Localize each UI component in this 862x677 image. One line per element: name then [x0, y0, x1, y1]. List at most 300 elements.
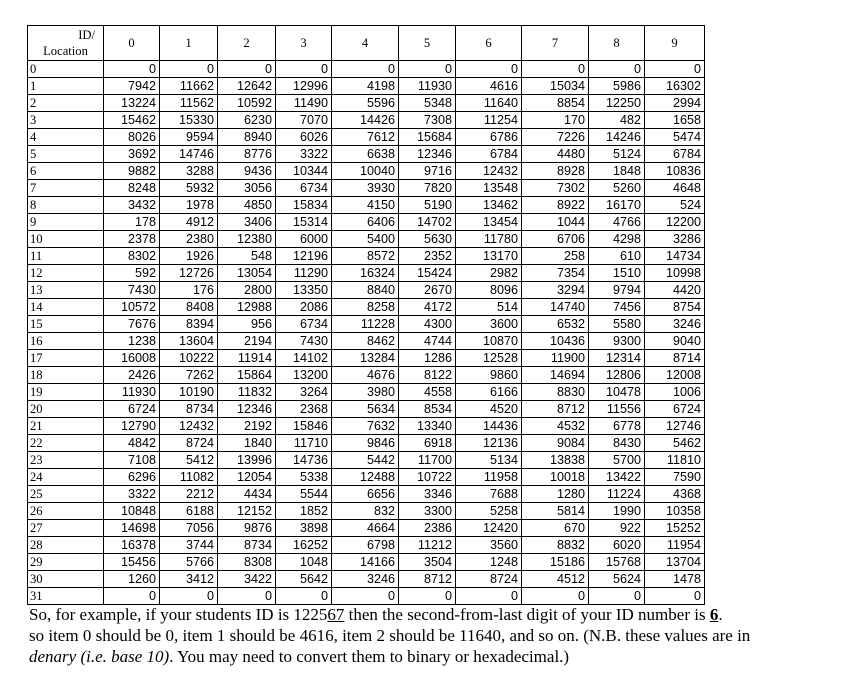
value-cell: 0 — [218, 588, 276, 605]
value-cell: 7676 — [104, 316, 160, 333]
value-cell: 4434 — [218, 486, 276, 503]
value-cell: 14694 — [522, 367, 589, 384]
value-cell: 6724 — [645, 401, 705, 418]
table-row — [28, 350, 705, 367]
value-cell: 8308 — [218, 554, 276, 571]
value-cell: 12250 — [589, 95, 645, 112]
column-header: 5 — [399, 26, 456, 61]
value-cell: 0 — [332, 61, 399, 78]
value-cell: 10998 — [645, 265, 705, 282]
value-cell: 0 — [456, 588, 522, 605]
value-cell: 8840 — [332, 282, 399, 299]
value-cell: 8712 — [522, 401, 589, 418]
value-cell: 3432 — [104, 197, 160, 214]
value-cell: 5642 — [276, 571, 332, 588]
value-cell: 9876 — [218, 520, 276, 537]
value-cell: 15684 — [399, 129, 456, 146]
value-cell: 2380 — [160, 231, 218, 248]
value-cell: 7590 — [645, 469, 705, 486]
note-id-digits: 67 — [327, 605, 345, 624]
value-cell: 8248 — [104, 180, 160, 197]
value-cell: 5134 — [456, 452, 522, 469]
table-row — [28, 78, 705, 95]
value-cell: 5462 — [645, 435, 705, 452]
location-cell: 7 — [28, 180, 104, 197]
value-cell: 1478 — [645, 571, 705, 588]
value-cell: 11914 — [218, 350, 276, 367]
value-cell: 4300 — [399, 316, 456, 333]
value-cell: 15846 — [276, 418, 332, 435]
value-cell: 12346 — [399, 146, 456, 163]
note-line1-end: . — [718, 605, 723, 624]
value-cell: 12432 — [160, 418, 218, 435]
table-row — [28, 367, 705, 384]
value-cell: 12054 — [218, 469, 276, 486]
value-cell: 1852 — [276, 503, 332, 520]
value-cell: 11562 — [160, 95, 218, 112]
value-cell: 11490 — [276, 95, 332, 112]
location-cell: 19 — [28, 384, 104, 401]
value-cell: 10572 — [104, 299, 160, 316]
value-cell: 6784 — [645, 146, 705, 163]
table-row — [28, 197, 705, 214]
value-cell: 15314 — [276, 214, 332, 231]
value-cell: 13170 — [456, 248, 522, 265]
value-cell: 0 — [589, 61, 645, 78]
value-cell: 11930 — [104, 384, 160, 401]
value-cell: 7308 — [399, 112, 456, 129]
value-cell: 3246 — [645, 316, 705, 333]
value-cell: 15252 — [645, 520, 705, 537]
location-cell: 27 — [28, 520, 104, 537]
value-cell: 4616 — [456, 78, 522, 95]
value-cell: 8830 — [522, 384, 589, 401]
value-cell: 3980 — [332, 384, 399, 401]
table-row — [28, 452, 705, 469]
value-cell: 2670 — [399, 282, 456, 299]
value-cell: 1848 — [589, 163, 645, 180]
value-cell: 5814 — [522, 503, 589, 520]
value-cell: 0 — [276, 61, 332, 78]
value-cell: 11228 — [332, 316, 399, 333]
value-cell: 5634 — [332, 401, 399, 418]
value-cell: 5596 — [332, 95, 399, 112]
value-cell: 4480 — [522, 146, 589, 163]
value-cell: 0 — [218, 61, 276, 78]
value-cell: 7226 — [522, 129, 589, 146]
value-cell: 14734 — [645, 248, 705, 265]
value-cell: 5474 — [645, 129, 705, 146]
location-cell: 5 — [28, 146, 104, 163]
value-cell: 12726 — [160, 265, 218, 282]
value-cell: 6532 — [522, 316, 589, 333]
value-cell: 4532 — [522, 418, 589, 435]
note-line1-mid: then the second-from-last digit of your ID number is — [344, 605, 710, 624]
value-cell: 1048 — [276, 554, 332, 571]
location-cell: 30 — [28, 571, 104, 588]
value-cell: 2378 — [104, 231, 160, 248]
value-cell: 8258 — [332, 299, 399, 316]
value-cell: 8724 — [160, 435, 218, 452]
location-cell: 24 — [28, 469, 104, 486]
value-cell: 524 — [645, 197, 705, 214]
value-cell: 12432 — [456, 163, 522, 180]
table-row — [28, 265, 705, 282]
value-cell: 3692 — [104, 146, 160, 163]
value-cell: 6188 — [160, 503, 218, 520]
value-cell: 5986 — [589, 78, 645, 95]
value-cell: 3504 — [399, 554, 456, 571]
value-cell: 13224 — [104, 95, 160, 112]
value-cell: 0 — [160, 588, 218, 605]
value-cell: 12200 — [645, 214, 705, 231]
table-row — [28, 333, 705, 350]
value-cell: 8754 — [645, 299, 705, 316]
value-cell: 11662 — [160, 78, 218, 95]
table-row — [28, 554, 705, 571]
value-cell: 5766 — [160, 554, 218, 571]
value-cell: 16008 — [104, 350, 160, 367]
value-cell: 0 — [399, 588, 456, 605]
location-cell: 0 — [28, 61, 104, 78]
value-cell: 12642 — [218, 78, 276, 95]
table-row — [28, 469, 705, 486]
location-cell: 9 — [28, 214, 104, 231]
value-cell: 14166 — [332, 554, 399, 571]
value-cell: 11954 — [645, 537, 705, 554]
value-cell: 2086 — [276, 299, 332, 316]
value-cell: 7262 — [160, 367, 218, 384]
value-cell: 12196 — [276, 248, 332, 265]
value-cell: 13340 — [399, 418, 456, 435]
value-cell: 0 — [399, 61, 456, 78]
value-cell: 8832 — [522, 537, 589, 554]
value-cell: 670 — [522, 520, 589, 537]
value-cell: 10836 — [645, 163, 705, 180]
value-cell: 922 — [589, 520, 645, 537]
value-cell: 0 — [276, 588, 332, 605]
location-cell: 6 — [28, 163, 104, 180]
value-cell: 6786 — [456, 129, 522, 146]
value-cell: 0 — [645, 588, 705, 605]
value-cell: 10222 — [160, 350, 218, 367]
value-cell: 4420 — [645, 282, 705, 299]
value-cell: 12488 — [332, 469, 399, 486]
value-cell: 3322 — [276, 146, 332, 163]
table-row — [28, 299, 705, 316]
value-cell: 3300 — [399, 503, 456, 520]
value-cell: 8462 — [332, 333, 399, 350]
table-row — [28, 129, 705, 146]
location-cell: 15 — [28, 316, 104, 333]
value-cell: 15330 — [160, 112, 218, 129]
value-cell: 13838 — [522, 452, 589, 469]
value-cell: 0 — [332, 588, 399, 605]
table-row — [28, 163, 705, 180]
column-header: 4 — [332, 26, 399, 61]
value-cell: 11958 — [456, 469, 522, 486]
value-cell: 3246 — [332, 571, 399, 588]
value-cell: 16324 — [332, 265, 399, 282]
value-cell: 3056 — [218, 180, 276, 197]
value-cell: 13054 — [218, 265, 276, 282]
value-cell: 1238 — [104, 333, 160, 350]
value-cell: 6706 — [522, 231, 589, 248]
value-cell: 11082 — [160, 469, 218, 486]
value-cell: 14436 — [456, 418, 522, 435]
value-cell: 0 — [160, 61, 218, 78]
value-cell: 12790 — [104, 418, 160, 435]
value-cell: 16170 — [589, 197, 645, 214]
column-header: 9 — [645, 26, 705, 61]
value-cell: 9436 — [218, 163, 276, 180]
value-cell: 10592 — [218, 95, 276, 112]
table-row — [28, 282, 705, 299]
value-cell: 8940 — [218, 129, 276, 146]
value-cell: 3600 — [456, 316, 522, 333]
value-cell: 3412 — [160, 571, 218, 588]
table-row — [28, 537, 705, 554]
value-cell: 1978 — [160, 197, 218, 214]
table-row — [28, 520, 705, 537]
location-cell: 18 — [28, 367, 104, 384]
value-cell: 1510 — [589, 265, 645, 282]
location-cell: 14 — [28, 299, 104, 316]
table-row — [28, 316, 705, 333]
value-cell: 13548 — [456, 180, 522, 197]
value-cell: 2982 — [456, 265, 522, 282]
value-cell: 13462 — [456, 197, 522, 214]
value-cell: 2192 — [218, 418, 276, 435]
location-cell: 2 — [28, 95, 104, 112]
value-cell: 7354 — [522, 265, 589, 282]
value-cell: 4150 — [332, 197, 399, 214]
table-row — [28, 571, 705, 588]
value-cell: 3286 — [645, 231, 705, 248]
location-cell: 31 — [28, 588, 104, 605]
value-cell: 12314 — [589, 350, 645, 367]
value-cell: 610 — [589, 248, 645, 265]
location-cell: 29 — [28, 554, 104, 571]
value-cell: 9300 — [589, 333, 645, 350]
value-cell: 1044 — [522, 214, 589, 231]
value-cell: 3406 — [218, 214, 276, 231]
value-cell: 6798 — [332, 537, 399, 554]
value-cell: 3422 — [218, 571, 276, 588]
value-cell: 2352 — [399, 248, 456, 265]
value-cell: 12996 — [276, 78, 332, 95]
value-cell: 11254 — [456, 112, 522, 129]
value-cell: 8854 — [522, 95, 589, 112]
value-cell: 14246 — [589, 129, 645, 146]
value-cell: 11832 — [218, 384, 276, 401]
value-cell: 9084 — [522, 435, 589, 452]
value-cell: 4842 — [104, 435, 160, 452]
value-cell: 3322 — [104, 486, 160, 503]
value-cell: 178 — [104, 214, 160, 231]
value-cell: 13454 — [456, 214, 522, 231]
value-cell: 9882 — [104, 163, 160, 180]
value-cell: 514 — [456, 299, 522, 316]
value-cell: 2368 — [276, 401, 332, 418]
value-cell: 3288 — [160, 163, 218, 180]
value-cell: 1926 — [160, 248, 218, 265]
value-cell: 6734 — [276, 180, 332, 197]
value-cell: 5190 — [399, 197, 456, 214]
value-cell: 9860 — [456, 367, 522, 384]
value-cell: 7612 — [332, 129, 399, 146]
value-cell: 6656 — [332, 486, 399, 503]
value-cell: 7056 — [160, 520, 218, 537]
value-cell: 5124 — [589, 146, 645, 163]
value-cell: 13704 — [645, 554, 705, 571]
value-cell: 5348 — [399, 95, 456, 112]
note-line1-pre: So, for example, if your students ID is 1225 — [29, 605, 328, 624]
value-cell: 13350 — [276, 282, 332, 299]
value-cell: 8714 — [645, 350, 705, 367]
value-cell: 956 — [218, 316, 276, 333]
corner-label-location: Location — [43, 44, 88, 58]
value-cell: 3346 — [399, 486, 456, 503]
table-row — [28, 418, 705, 435]
value-cell: 3264 — [276, 384, 332, 401]
value-cell: 5630 — [399, 231, 456, 248]
value-cell: 2386 — [399, 520, 456, 537]
value-cell: 8724 — [456, 571, 522, 588]
value-cell: 11290 — [276, 265, 332, 282]
column-header: 0 — [104, 26, 160, 61]
table-row — [28, 231, 705, 248]
table-row — [28, 146, 705, 163]
value-cell: 9040 — [645, 333, 705, 350]
value-cell: 14746 — [160, 146, 218, 163]
value-cell: 6638 — [332, 146, 399, 163]
value-cell: 3930 — [332, 180, 399, 197]
table-row — [28, 95, 705, 112]
value-cell: 4520 — [456, 401, 522, 418]
value-cell: 0 — [104, 61, 160, 78]
value-cell: 8122 — [399, 367, 456, 384]
value-cell: 10344 — [276, 163, 332, 180]
value-cell: 5338 — [276, 469, 332, 486]
corner-header-cell — [28, 26, 104, 61]
value-cell: 7108 — [104, 452, 160, 469]
value-cell: 14702 — [399, 214, 456, 231]
value-cell: 4676 — [332, 367, 399, 384]
value-cell: 12528 — [456, 350, 522, 367]
value-cell: 8534 — [399, 401, 456, 418]
value-cell: 5580 — [589, 316, 645, 333]
location-cell: 11 — [28, 248, 104, 265]
value-cell: 7942 — [104, 78, 160, 95]
location-cell: 25 — [28, 486, 104, 503]
value-cell: 11212 — [399, 537, 456, 554]
value-cell: 258 — [522, 248, 589, 265]
value-cell: 8734 — [160, 401, 218, 418]
value-cell: 592 — [104, 265, 160, 282]
value-cell: 15462 — [104, 112, 160, 129]
value-cell: 8302 — [104, 248, 160, 265]
value-cell: 6406 — [332, 214, 399, 231]
value-cell: 8928 — [522, 163, 589, 180]
value-cell: 14426 — [332, 112, 399, 129]
column-header: 8 — [589, 26, 645, 61]
value-cell: 14102 — [276, 350, 332, 367]
value-cell: 2426 — [104, 367, 160, 384]
table-row — [28, 180, 705, 197]
value-cell: 10870 — [456, 333, 522, 350]
value-cell: 4298 — [589, 231, 645, 248]
value-cell: 7820 — [399, 180, 456, 197]
value-cell: 15186 — [522, 554, 589, 571]
value-cell: 6026 — [276, 129, 332, 146]
value-cell: 11900 — [522, 350, 589, 367]
value-cell: 13604 — [160, 333, 218, 350]
value-cell: 0 — [645, 61, 705, 78]
column-header: 2 — [218, 26, 276, 61]
location-cell: 17 — [28, 350, 104, 367]
value-cell: 7070 — [276, 112, 332, 129]
value-cell: 5258 — [456, 503, 522, 520]
value-cell: 832 — [332, 503, 399, 520]
note-selected-digit: 6 — [709, 605, 719, 624]
location-cell: 16 — [28, 333, 104, 350]
value-cell: 12380 — [218, 231, 276, 248]
value-cell: 482 — [589, 112, 645, 129]
table-row — [28, 112, 705, 129]
value-cell: 0 — [589, 588, 645, 605]
value-cell: 170 — [522, 112, 589, 129]
value-cell: 4198 — [332, 78, 399, 95]
value-cell: 15864 — [218, 367, 276, 384]
value-cell: 4512 — [522, 571, 589, 588]
value-cell: 6918 — [399, 435, 456, 452]
value-cell: 11710 — [276, 435, 332, 452]
value-cell: 1658 — [645, 112, 705, 129]
value-cell: 5932 — [160, 180, 218, 197]
value-cell: 8712 — [399, 571, 456, 588]
location-cell: 12 — [28, 265, 104, 282]
value-cell: 14736 — [276, 452, 332, 469]
column-header: 6 — [456, 26, 522, 61]
value-cell: 5412 — [160, 452, 218, 469]
value-cell: 10848 — [104, 503, 160, 520]
value-cell: 1286 — [399, 350, 456, 367]
location-cell: 20 — [28, 401, 104, 418]
value-cell: 11930 — [399, 78, 456, 95]
value-cell: 2212 — [160, 486, 218, 503]
value-cell: 11700 — [399, 452, 456, 469]
value-cell: 10478 — [589, 384, 645, 401]
value-cell: 0 — [456, 61, 522, 78]
value-cell: 1260 — [104, 571, 160, 588]
note-line3-italic: denary (i.e. base 10) — [29, 647, 170, 666]
value-cell: 7302 — [522, 180, 589, 197]
value-cell: 7688 — [456, 486, 522, 503]
value-cell: 9716 — [399, 163, 456, 180]
value-cell: 3294 — [522, 282, 589, 299]
value-cell: 548 — [218, 248, 276, 265]
value-cell: 6296 — [104, 469, 160, 486]
value-cell: 11780 — [456, 231, 522, 248]
value-cell: 16252 — [276, 537, 332, 554]
value-cell: 6784 — [456, 146, 522, 163]
value-cell: 12152 — [218, 503, 276, 520]
value-cell: 16378 — [104, 537, 160, 554]
value-cell: 10358 — [645, 503, 705, 520]
value-cell: 1248 — [456, 554, 522, 571]
value-cell: 4744 — [399, 333, 456, 350]
